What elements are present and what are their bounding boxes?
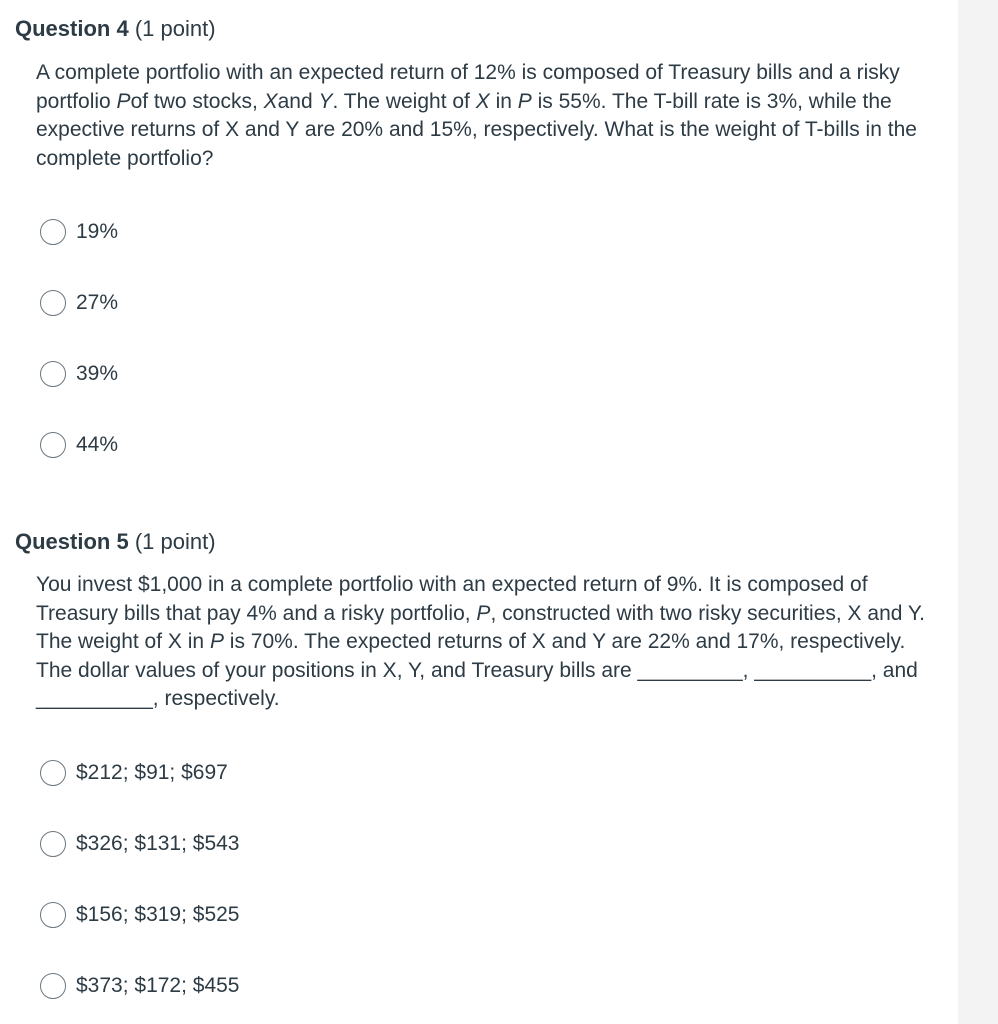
q5-option-1-label: $212; $91; $697 bbox=[76, 761, 228, 784]
q5-option-2-label: $326; $131; $543 bbox=[76, 832, 240, 855]
radio-circle-icon[interactable] bbox=[40, 973, 66, 999]
q5-option-4-label: $373; $172; $455 bbox=[76, 974, 240, 997]
radio-circle-icon[interactable] bbox=[40, 902, 66, 928]
question-4-title bbox=[15, 16, 216, 42]
question-4-label: Question 4 bbox=[15, 16, 129, 41]
radio-circle-icon[interactable] bbox=[40, 760, 66, 786]
q5-option-1[interactable] bbox=[40, 758, 228, 788]
q5-option-2[interactable] bbox=[40, 829, 240, 859]
q5-option-4[interactable] bbox=[40, 971, 240, 1001]
radio-circle-icon[interactable] bbox=[40, 432, 66, 458]
question-4-points: (1 point) bbox=[134, 16, 216, 41]
q5-option-3[interactable] bbox=[40, 900, 240, 930]
q4-option-1[interactable] bbox=[40, 217, 118, 247]
radio-circle-icon[interactable] bbox=[40, 831, 66, 857]
q4-option-1-label: 19% bbox=[76, 220, 119, 243]
q5-option-3-label: $156; $319; $525 bbox=[76, 903, 240, 926]
question-5-points: (1 point) bbox=[134, 529, 216, 554]
question-4-text: A complete portfolio with an expected return of 12% is composed of Treasury bills and a risky portfolio Pof two stocks, Xand Y. The weight of X in P is 55%. The T-bill rate is 3%, while the expective returns of X and Y are 20% and 15%, respectively. What is the weight of T-bills in the complete portfolio? bbox=[36, 61, 917, 170]
question-5-label: Question 5 bbox=[15, 529, 129, 554]
radio-circle-icon[interactable] bbox=[40, 361, 66, 387]
q4-option-3-label: 39% bbox=[76, 362, 119, 385]
radio-circle-icon[interactable] bbox=[40, 290, 66, 316]
radio-circle-icon[interactable] bbox=[40, 219, 66, 245]
q4-option-4[interactable] bbox=[40, 430, 118, 460]
q4-option-2-label: 27% bbox=[76, 291, 119, 314]
window-edge-strip bbox=[958, 0, 998, 1024]
question-5-title bbox=[15, 529, 216, 555]
q4-option-2[interactable] bbox=[40, 288, 118, 318]
question-5-text: You invest $1,000 in a complete portfolio with an expected return of 9%. It is composed of Treasury bills that pay 4% and a risky portfolio, P, constructed with two risky securities, X and Y. The weight of X in P is 70%. The expected returns of X and Y are 22% and 17%, respectively. The dollar values of your positions in X, Y, and Treasury bills are _________, __________, and __________, respectively. bbox=[36, 573, 926, 710]
q4-option-3[interactable] bbox=[40, 359, 118, 389]
q4-option-4-label: 44% bbox=[76, 433, 119, 456]
